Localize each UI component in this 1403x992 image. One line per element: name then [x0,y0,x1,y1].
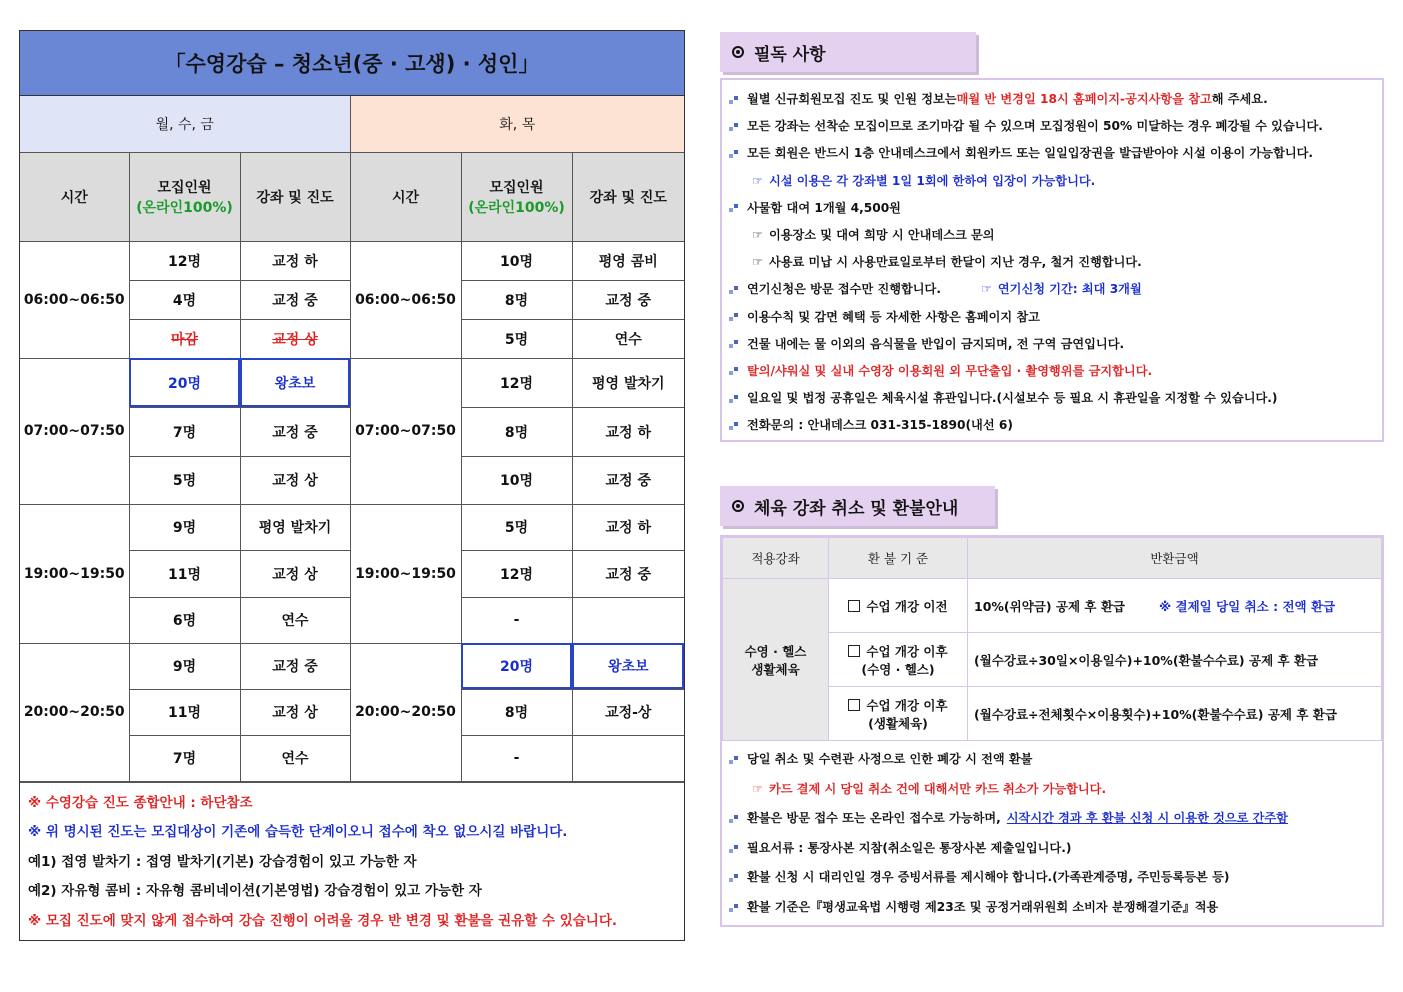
refund-amount: (월수강료÷전체횟수×이용횟수)+10%(환불수수료) 공제 후 환급 [968,687,1382,741]
square-bullet-icon [728,754,742,766]
course-cell: 교정 상 [240,550,350,597]
course-cell: 교정 중 [572,456,684,504]
time-cell: 19:00~19:50 [350,504,461,643]
refund-header-amount: 반환금액 [968,538,1382,579]
square-bullet-icon [728,338,742,350]
recruit-cell: 11명 [129,689,240,735]
recruit-cell: 5명 [129,456,240,504]
recruit-cell: 9명 [129,643,240,689]
day-header-tue-thu: 화, 목 [350,96,684,152]
square-bullet-icon [728,365,742,377]
recruit-cell: 10명 [461,241,572,280]
refund-header-criteria: 환 불 기 준 [829,538,968,579]
course-cell: 교정 중 [240,407,350,456]
recruit-cell: 6명 [129,597,240,643]
square-bullet-icon [728,872,742,884]
square-bullet-icon [728,94,742,106]
col-header-time: 시간 [350,152,461,241]
refund-amount: 10%(위약금) 공제 후 환급 ※ 결제일 당일 취소 : 전액 환급 [968,579,1382,633]
square-bullet-icon [728,311,742,323]
notice-line: 건물 내에는 물 이외의 음식물을 반입이 금지되며, 전 구역 금연입니다. [728,331,1376,358]
course-cell: 교정 하 [572,504,684,550]
course-cell: 연수 [240,597,350,643]
checkbox-icon [848,645,860,657]
notice-line: 탈의/샤워실 및 실내 수영장 이용회원 외 무단출입 · 촬영행위를 금지합니다. [728,358,1376,385]
pointing-hand-icon: ☞ [980,282,992,297]
course-cell: 연수 [240,735,350,781]
square-bullet-icon [728,902,742,914]
recruit-cell: 8명 [461,689,572,735]
recruit-cell: 10명 [461,456,572,504]
notice-line: 모든 강좌는 선착순 모집이므로 조기마감 될 수 있으며 모집정원이 50% 미달하는 경우 폐강될 수 있습니다. [728,113,1376,140]
time-cell: 06:00~06:50 [350,241,461,358]
recruit-cell: 12명 [461,358,572,407]
note-line: ※ 위 명시된 진도는 모집대상이 기존에 습득한 단계이오니 접수에 착오 없으시길 바랍니다. [28,824,568,840]
time-cell: 20:00~20:50 [350,643,461,781]
note-line: 예1) 접영 발차기 : 접영 발차기(기본) 강습경험이 있고 가능한 자 [28,853,417,870]
col-header-recruit: 모집인원 (온라인100%) [129,152,240,241]
square-bullet-icon [728,148,742,160]
target-circle-icon [732,46,744,58]
refund-header-course: 적용강좌 [723,538,829,579]
notice-line: 모든 회원은 반드시 1층 안내데스크에서 회원카드 또는 일일입장권을 발급받아야 시설 이용이 가능합니다. [728,140,1376,167]
recruit-cell: 4명 [129,280,240,319]
refund-category: 수영 · 헬스 생활체육 [723,579,829,741]
col-header-course: 강좌 및 진도 [572,152,684,241]
recruit-cell-highlight: 20명 [461,643,572,689]
square-bullet-icon [728,284,742,296]
recruit-cell: 5명 [461,319,572,358]
notice-line: 사물함 대여 1개월 4,500원 [728,195,1376,222]
square-bullet-icon [728,393,742,405]
course-cell: 교정 중 [240,280,350,319]
refund-table [722,537,1382,741]
notice-subline: ☞ 이용장소 및 대여 희망 시 안내데스크 문의 [728,222,1376,249]
notice-line: 월별 신규회원모집 진도 및 인원 정보는 매월 반 변경일 18시 홈페이지-공지사항을 참고 해 주세요. [728,86,1376,113]
course-cell: 교정-상 [572,689,684,735]
course-cell: 연수 [572,319,684,358]
table-row [20,241,684,280]
square-bullet-icon [728,420,742,432]
square-bullet-icon [728,813,742,825]
refund-line: 당일 취소 및 수련관 사정으로 인한 폐강 시 전액 환불 [728,745,1376,775]
refund-tab [720,486,995,526]
notice-line: 전화문의 : 안내데스크 031-315-1890(내선 6) [728,412,1376,439]
col-header-time: 시간 [20,152,129,241]
course-cell: 교정 중 [572,280,684,319]
table-row [20,358,684,407]
course-cell-highlight: 왕초보 [572,643,684,689]
refund-line: 환불은 방문 접수 또는 온라인 접수로 가능하며, 시작시간 경과 후 환불 신청 시 이용한 것으로 간주함 [728,804,1376,834]
course-cell: 교정 하 [240,241,350,280]
time-cell: 06:00~06:50 [20,241,129,358]
recruit-cell-highlight: 20명 [129,358,240,407]
swim-schedule-table [19,30,685,941]
refund-condition: 수업 개강 이후 (생활체육) [829,687,968,741]
recruit-cell: 9명 [129,504,240,550]
note-line: 예2) 자유형 콤비 : 자유형 콤비네이션(기본영법) 강습경험이 있고 가능한 자 [28,883,482,899]
recruit-cell: 5명 [461,504,572,550]
recruit-cell: 7명 [129,735,240,781]
course-cell [572,735,684,781]
course-cell [572,597,684,643]
refund-line: 환불 신청 시 대리인일 경우 증빙서류를 제시해야 합니다.(가족관계증명, 주민등록등본 등) [728,863,1376,893]
course-cell: 교정 하 [572,407,684,456]
pointing-hand-icon: ☞ [752,255,763,270]
recruit-cell: 8명 [461,280,572,319]
recruit-cell: 11명 [129,550,240,597]
schedule-title: 「수영강습 – 청소년(중 · 고생) · 성인」 [20,31,684,96]
notice-subline: ☞ 사용료 미납 시 사용만료일로부터 한달이 지난 경우, 철거 진행합니다. [728,249,1376,276]
course-cell: 교정 중 [240,643,350,689]
course-cell: 평영 발차기 [572,358,684,407]
schedule-notes [20,782,684,941]
notice-line: 연기신청은 방문 접수만 진행합니다. ☞ 연기신청 기간: 최대 3개월 [728,276,1376,303]
recruit-cell: - [461,735,572,781]
refund-line: 필요서류 : 통장사본 지참(취소일은 통장사본 제출일입니다.) [728,834,1376,864]
refund-line: 환불 기준은『평생교육법 시행령 제23조 및 공정거래위원회 소비자 분쟁해결기준』적용 [728,893,1376,923]
time-cell: 07:00~07:50 [20,358,129,504]
pointing-hand-icon: ☞ [752,227,763,242]
col-header-recruit: 모집인원 (온라인100%) [461,152,572,241]
course-cell: 평영 콤비 [572,241,684,280]
square-bullet-icon [728,121,742,133]
pointing-hand-icon: ☞ [752,781,763,796]
course-cell: 교정 중 [572,550,684,597]
refund-tab-label: 체육 강좌 취소 및 환불안내 [754,498,959,519]
recruit-cell: - [461,597,572,643]
table-row [20,643,684,689]
refund-condition: 수업 개강 이후 (수영 · 헬스) [829,633,968,687]
notice-tab [720,32,976,72]
time-cell: 20:00~20:50 [20,643,129,781]
day-header-mon-wed-fri: 월, 수, 금 [20,96,350,152]
notice-subline: ☞ 시설 이용은 각 강좌별 1일 1회에 한하여 입장이 가능합니다. [728,168,1376,195]
notice-line: 이용수칙 및 감면 혜택 등 자세한 사항은 홈페이지 참고 [728,304,1376,331]
course-cell: 평영 발차기 [240,504,350,550]
time-cell: 07:00~07:50 [350,358,461,504]
pointing-hand-icon: ☞ [752,173,763,188]
time-cell: 19:00~19:50 [20,504,129,643]
refund-box [720,535,1384,927]
course-cell-highlight: 왕초보 [240,358,350,407]
recruit-cell: 12명 [461,550,572,597]
target-circle-icon [732,500,744,512]
notice-line: 일요일 및 법정 공휴일은 체육시설 휴관입니다.(시설보수 등 필요 시 휴관일을 지정할 수 있습니다.) [728,385,1376,412]
square-bullet-icon [728,843,742,855]
checkbox-icon [848,699,860,711]
notice-box [720,78,1384,442]
refund-subline: ☞ 카드 결제 시 당일 취소 건에 대해서만 카드 취소가 가능합니다. [728,775,1376,805]
recruit-cell: 8명 [461,407,572,456]
col-header-course: 강좌 및 진도 [240,152,350,241]
checkbox-icon [848,600,860,612]
course-cell: 교정 상 [240,689,350,735]
table-row [20,504,684,550]
recruit-cell: 7명 [129,407,240,456]
recruit-cell: 12명 [129,241,240,280]
course-cell: 교정 상 [240,456,350,504]
course-cell-closed: 교정 상 [240,319,350,358]
recruit-cell-closed: 마감 [129,319,240,358]
note-line: ※ 모집 진도에 맞지 않게 접수하여 강습 진행이 어려울 경우 반 변경 및 환불을 권유할 수 있습니다. [28,912,618,929]
square-bullet-icon [728,202,742,214]
notice-tab-label: 필독 사항 [754,44,826,65]
refund-amount: (월수강료÷30일×이용일수)+10%(환불수수료) 공제 후 환급 [968,633,1382,687]
note-line: ※ 수영강습 진도 종합안내 : 하단참조 [28,794,253,811]
refund-condition: 수업 개강 이전 [829,579,968,633]
